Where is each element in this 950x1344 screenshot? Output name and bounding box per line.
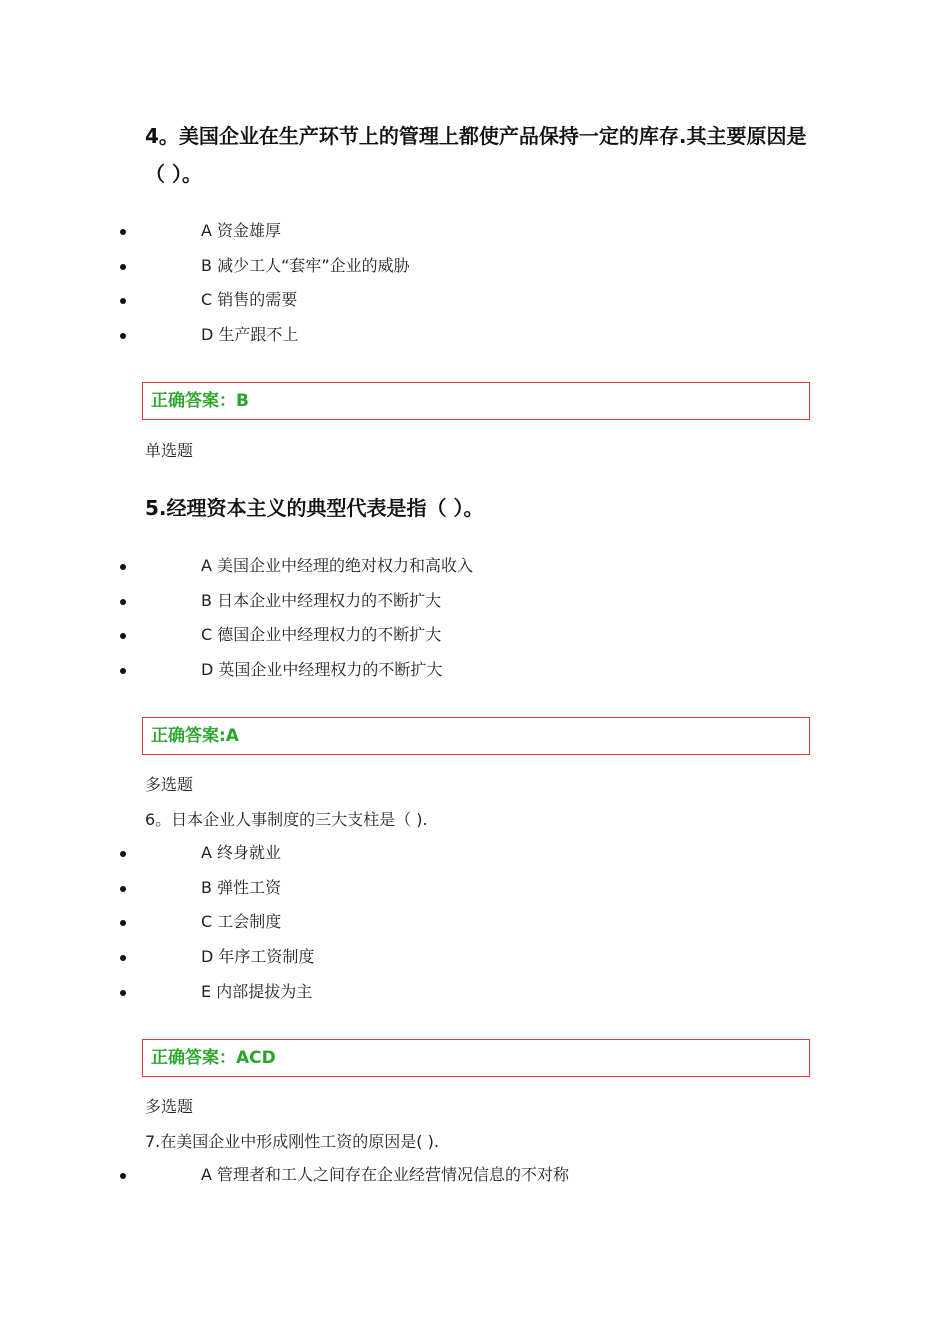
- answer-box-5: [142, 717, 810, 755]
- bullet-icon: [120, 920, 126, 926]
- bullet-icon: [120, 886, 126, 892]
- option-label: A 终身就业: [201, 843, 282, 862]
- option-item: [0, 977, 950, 1012]
- question-7-title: 7.在美国企业中形成刚性工资的原因是( ).: [145, 1132, 439, 1151]
- question-7-type: 多选题: [145, 1097, 194, 1116]
- correct-answer-6: 正确答案：ACD: [151, 1048, 276, 1068]
- bullet-icon: [120, 264, 126, 270]
- question-5-title: 5.经理资本主义的典型代表是指（ ）。: [145, 496, 484, 520]
- option-label: A 管理者和工人之间存在企业经营情况信息的不对称: [201, 1165, 570, 1184]
- option-item: [0, 216, 950, 251]
- option-item: [0, 551, 950, 586]
- option-item: [0, 873, 950, 908]
- option-item: [0, 285, 950, 320]
- option-label: A 资金雄厚: [201, 221, 282, 240]
- option-item: [0, 655, 950, 690]
- option-item: [0, 251, 950, 286]
- question-4-options: [0, 216, 950, 355]
- option-item: [0, 838, 950, 873]
- option-item: [0, 586, 950, 621]
- option-label: B 日本企业中经理权力的不断扩大: [201, 590, 442, 610]
- bullet-icon: [120, 564, 126, 570]
- correct-answer-4: 正确答案：B: [151, 391, 249, 411]
- option-item: [0, 942, 950, 977]
- option-label: C 工会制度: [201, 912, 282, 932]
- bullet-icon: [120, 851, 126, 857]
- correct-answer-5: 正确答案:A: [151, 726, 239, 746]
- option-label: C 德国企业中经理权力的不断扩大: [201, 625, 442, 645]
- option-label: B 弹性工资: [201, 877, 282, 897]
- option-label: A 美国企业中经理的绝对权力和高收入: [201, 556, 474, 575]
- question-5-options: [0, 551, 950, 690]
- question-7-options: [0, 1160, 950, 1195]
- option-label: D 年序工资制度: [201, 947, 315, 967]
- bullet-icon: [120, 229, 126, 235]
- bullet-icon: [120, 1173, 126, 1179]
- question-6-options: [0, 838, 950, 1011]
- question-6-type: 多选题: [145, 775, 194, 794]
- question-4-title: 4。美国企业在生产环节上的管理上都使产品保持一定的库存.其主要原因是（ ）。: [145, 124, 807, 186]
- option-label: E 内部提拔为主: [201, 981, 313, 1001]
- bullet-icon: [120, 633, 126, 639]
- question-5-type: 单选题: [145, 441, 194, 460]
- answer-box-6: [142, 1039, 810, 1077]
- option-label: D 英国企业中经理权力的不断扩大: [201, 660, 443, 680]
- option-label: D 生产跟不上: [201, 325, 299, 345]
- option-item: [0, 320, 950, 355]
- bullet-icon: [120, 599, 126, 605]
- option-item: [0, 620, 950, 655]
- bullet-icon: [120, 298, 126, 304]
- answer-box-4: [142, 382, 810, 420]
- bullet-icon: [120, 990, 126, 996]
- bullet-icon: [120, 668, 126, 674]
- bullet-icon: [120, 333, 126, 339]
- question-6-title: 6。日本企业人事制度的三大支柱是（ ).: [145, 810, 428, 829]
- option-item: [0, 1160, 950, 1195]
- option-label: B 减少工人“套牢”企业的威胁: [201, 255, 410, 275]
- option-item: [0, 907, 950, 942]
- option-label: C 销售的需要: [201, 290, 298, 310]
- bullet-icon: [120, 955, 126, 961]
